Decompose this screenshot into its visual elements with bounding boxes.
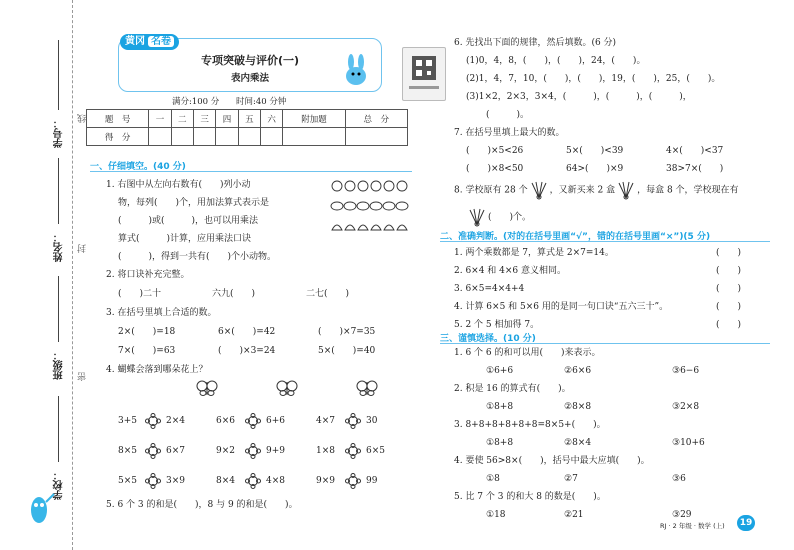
q4-expr: 4×7 [316,416,335,426]
judge-answer-box[interactable]: ( ) [716,320,742,330]
score-cell[interactable] [171,128,193,146]
q7-item: 5×( )<39 [566,146,624,156]
page-subtitle: 表内乘法 [230,73,269,84]
score-cell[interactable] [149,128,171,146]
brand-name: 黄冈 [125,36,145,47]
judge-answer-box[interactable]: ( ) [716,302,742,312]
q2-item: ( )二十 [118,289,162,299]
q4-expr: 9×9 [316,476,335,486]
q4-expr: 6+6 [266,416,285,426]
full-score: 满分:100 分 [172,97,220,107]
choice-stem: 3. 8+8+8+8+8+8=8×5+( )。 [454,420,606,430]
score-header-row [87,110,408,128]
shuttlecock-icon [466,207,488,227]
choice-option[interactable]: ③10+6 [672,438,705,448]
animals-picture [330,176,412,240]
section-2-rule [440,241,770,242]
judge-answer-box[interactable]: ( ) [716,284,742,294]
q4-expr: 30 [366,416,378,426]
q5-stem: 5. 6 个 3 的和是( )，8 与 9 的和是( )。 [106,500,298,510]
time-limit: 时间:40 分钟 [236,97,287,107]
choice-option[interactable]: ①18 [486,510,506,520]
exam-meta [172,95,286,107]
q6-line: (2)1，4，7，10，( )，( )，19，( )，25，( )。 [466,74,721,84]
flower-icon [345,443,361,459]
brand-logo [120,34,179,50]
q4-expr: 99 [366,476,378,486]
footer-text: RJ · 2 年级 · 数学 (上) [660,522,725,530]
q4-expr: 8×4 [216,476,235,486]
choice-option[interactable]: ②6×6 [564,366,592,376]
choice-option[interactable]: ①6+6 [486,366,514,376]
score-header-cell: 三 [193,110,215,128]
choice-option[interactable]: ②8×4 [564,438,592,448]
score-cell[interactable] [216,128,238,146]
class-label: 班级： [54,350,65,380]
judge-item: 2. 6×4 和 4×6 意义相同。 [454,266,567,276]
q1-line: 算式( )计算，应用乘法口诀 [118,234,252,244]
judge-answer-box[interactable]: ( ) [716,266,742,276]
q6-line: ( )。 [486,110,530,120]
section-1-rule [90,171,412,172]
brand-series: 名卷 [148,36,174,47]
name-field[interactable] [58,158,59,224]
shuttlecock-icon [615,180,637,200]
score-header-cell: 一 [149,110,171,128]
score-table [86,109,408,146]
cut-mark-secret: 密 [78,372,88,381]
choice-option[interactable]: ③6 [672,474,686,484]
q6-stem: 6. 先找出下面的规律，然后填数。(6 分) [454,38,617,48]
q1-line: ( )，得到一共有( )个小动物。 [118,252,277,262]
section-3-heading: 三、谨慎选择。(10 分) [440,334,536,344]
flower-icon [145,473,161,489]
section-3-rule [440,343,770,344]
choice-option[interactable]: ②8×8 [564,402,592,412]
cut-mark-seal: 封 [78,244,88,253]
q6-line: (1)0，4，8，( )，( )，24，( )。 [466,56,646,66]
q8-stem [454,180,739,200]
q2-stem: 2. 将口诀补充完整。 [106,270,190,280]
page-number: 19 [737,515,755,531]
q4-expr: 9×2 [216,446,235,456]
score-cell[interactable] [193,128,215,146]
cut-line [72,0,73,550]
score-cell[interactable] [238,128,260,146]
q4-expr: 3+5 [118,416,137,426]
q3-item: 6×( )=42 [218,327,276,337]
q7-item: ( )×5<26 [466,146,524,156]
student-number-label: 学号： [54,118,65,148]
butterfly-icon [196,380,218,396]
q4-expr: 9+9 [266,446,285,456]
q4-expr: 1×8 [316,446,335,456]
mascot-icon [24,488,58,528]
flower-icon [245,443,261,459]
score-cell[interactable] [283,128,345,146]
binding-sidebar [0,0,86,550]
q4-expr: 6×5 [366,446,385,456]
judge-answer-box[interactable]: ( ) [716,248,742,258]
score-cell[interactable] [261,128,283,146]
section-1-heading: 一、仔细填空。(40 分) [90,162,186,172]
name-label: 姓名： [54,232,65,262]
score-header-cell: 附加题 [283,110,345,128]
score-cell[interactable] [345,128,407,146]
flower-icon [345,413,361,429]
flower-icon [145,443,161,459]
q7-stem: 7. 在括号里填上最大的数。 [454,128,565,138]
q4-expr: 3×9 [166,476,185,486]
q4-expr: 6×6 [216,416,235,426]
q6-line: (3)1×2，2×3，3×4，( )，( )，( )， [466,92,692,102]
flower-icon [345,473,361,489]
q3-item: 5×( )=40 [318,346,376,356]
section-2-heading: 二、准确判断。(对的在括号里画“√”，错的在括号里画“×”)(5 分) [440,232,711,242]
flower-icon [245,413,261,429]
q3-item: ( )×7=35 [318,327,376,337]
rabbit-mascot-icon [340,54,376,88]
choice-stem: 2. 积是 16 的算式有( )。 [454,384,571,394]
q7-item: ( )×8<50 [466,164,524,174]
q3-item: 7×( )=63 [118,346,176,356]
score-header-cell: 六 [261,110,283,128]
choice-option[interactable]: ①8+8 [486,438,514,448]
school-label: 学校： [54,470,65,500]
judge-item: 4. 计算 6×5 和 5×6 用的是同一句口诀“五六三十”。 [454,302,669,312]
q4-stem: 4. 蝴蝶会落到哪朵花上？ [106,365,208,375]
cut-mark-line: 线 [78,114,88,123]
choice-stem: 4. 要使 56>8×( )，括号中最大应填( )。 [454,456,650,466]
score-header-cell: 五 [238,110,260,128]
butterfly-icon [356,380,378,396]
q4-expr: 2×4 [166,416,185,426]
flower-icon [145,413,161,429]
q4-expr: 4×8 [266,476,285,486]
q2-item: 六九( ) [212,289,256,299]
page-title: 专项突破与评价(一) [200,54,300,67]
q4-expr: 8×5 [118,446,137,456]
q1-line: 物，每列( )个，用加法算式表示是 [118,198,270,208]
judge-item: 3. 6×5=4×4+4 [454,284,525,294]
score-header-cell: 总 分 [345,110,407,128]
q8-line2 [466,207,531,227]
choice-stem: 1. 6 个 6 的和可以用( )来表示。 [454,348,601,358]
student-number-field[interactable] [58,40,59,110]
q2-item: 二七( ) [306,289,350,299]
school-field[interactable] [58,396,59,462]
q7-item: 38>7×( ) [666,164,724,174]
score-header-cell: 二 [171,110,193,128]
q8-answer: ( )个。 [488,212,532,223]
choice-stem: 5. 比 7 个 3 的和大 8 的数是( )。 [454,492,606,502]
q1-line: 1. 右图中从左向右数有( )列小动 [106,180,251,190]
judge-item: 5. 2 个 5 相加得 7。 [454,320,540,330]
q7-item: 4×( )<37 [666,146,724,156]
q8-text-b: ，又新买来 2 盒 [549,185,616,196]
score-value-row [87,128,408,146]
q3-stem: 3. 在括号里填上合适的数。 [106,308,217,318]
q3-item: 2×( )=18 [118,327,176,337]
choice-option[interactable]: ②21 [564,510,584,520]
flower-icon [245,473,261,489]
q4-expr: 6×7 [166,446,185,456]
q4-expr: 5×5 [118,476,137,486]
shuttlecock-icon [528,180,550,200]
score-header-cell: 题 号 [87,110,149,128]
choice-option[interactable]: ①8 [486,474,500,484]
q1-line: ( )或( )，也可以用乘法 [118,216,259,226]
score-header-cell: 四 [216,110,238,128]
judge-item: 1. 两个乘数都是 7，算式是 2×7=14。 [454,248,614,258]
q8-text-a: 8. 学校原有 28 个 [454,185,528,196]
choice-option[interactable]: ②7 [564,474,578,484]
class-field[interactable] [58,276,59,342]
score-row-label: 得 分 [87,128,149,146]
choice-option[interactable]: ③6−6 [672,366,700,376]
choice-option[interactable]: ①8+8 [486,402,514,412]
q7-item: 64>( )×9 [566,164,624,174]
butterfly-icon [276,380,298,396]
q8-text-c: ，每盒 8 个，学校现在有 [637,185,739,196]
choice-option[interactable]: ③29 [672,510,692,520]
choice-option[interactable]: ③2×8 [672,402,700,412]
q3-item: ( )×3=24 [218,346,276,356]
qr-code [402,47,446,101]
